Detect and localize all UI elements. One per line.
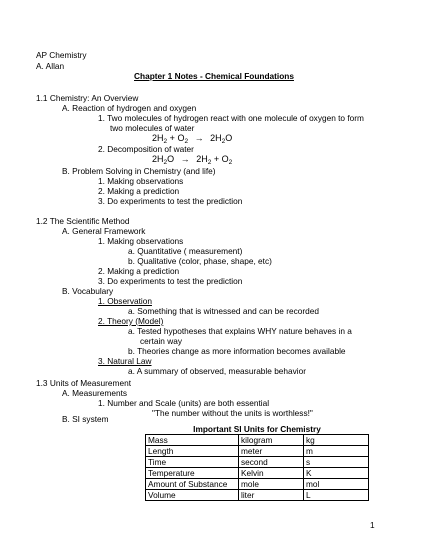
table-row [146, 468, 369, 479]
quantity-cell: Amount of Substance [146, 479, 239, 490]
outline-item: a. A summary of observed, measurable behavior [128, 366, 307, 376]
chemical-equation-decomposition: $2H_2O \to 2H_2 + O_2$ [152, 154, 233, 166]
unit-name-cell: second [239, 457, 304, 468]
si-units-table [145, 424, 369, 501]
outline-item: 1. Two molecules of hydrogen react with one molecule of oxygen to form [98, 113, 364, 123]
vocabulary-term: 1. Observation [98, 296, 152, 306]
outline-item: a. Quantitative ( measurement) [128, 246, 243, 256]
table-row [146, 479, 369, 490]
outline-item: 2. Decomposition of water [98, 144, 194, 154]
unit-name-cell: kilogram [239, 435, 304, 446]
course-name: AP Chemistry [36, 50, 87, 60]
outline-item: B. SI system [62, 414, 109, 424]
author-name: A. Allan [36, 61, 65, 71]
quantity-cell: Volume [146, 490, 239, 501]
outline-item: 2. Making a prediction [98, 266, 180, 276]
vocabulary-term: 2. Theory (Model) [98, 316, 164, 326]
unit-symbol-cell: s [304, 457, 369, 468]
page-title: Chapter 1 Notes - Chemical Foundations [134, 71, 294, 81]
section-heading-1-1: 1.1 Chemistry: An Overview [36, 93, 139, 103]
outline-item: B. Vocabulary [62, 286, 114, 296]
table-row [146, 435, 369, 446]
chemical-equation-formation: $2H_2 + O_2 \to 2H_2O$ [152, 133, 233, 145]
unit-symbol-cell: kg [304, 435, 369, 446]
outline-item-continuation: certain way [140, 336, 182, 346]
outline-item: A. Reaction of hydrogen and oxygen [62, 103, 197, 113]
outline-item: 2. Making a prediction [98, 186, 180, 196]
quantity-cell: Time [146, 457, 239, 468]
table-row [146, 490, 369, 501]
unit-symbol-cell: K [304, 468, 369, 479]
outline-item: b. Qualitative (color, phase, shape, etc) [128, 256, 272, 266]
arrow-icon: → [180, 154, 190, 164]
vocabulary-term: 3. Natural Law [98, 356, 152, 366]
outline-item-continuation: two molecules of water [110, 123, 195, 133]
outline-item: 1. Making observations [98, 176, 184, 186]
outline-item: A. Measurements [62, 388, 128, 398]
unit-symbol-cell: m [304, 446, 369, 457]
table-row [146, 457, 369, 468]
outline-item: 1. Number and Scale (units) are both essential [98, 398, 270, 408]
unit-symbol-cell: L [304, 490, 369, 501]
quote-text: "The number without the units is worthless!" [152, 408, 313, 418]
section-heading-1-2: 1.2 The Scientific Method [36, 216, 130, 226]
outline-item: 1. Making observations [98, 236, 184, 246]
table-row [146, 446, 369, 457]
unit-name-cell: Kelvin [239, 468, 304, 479]
quantity-cell: Temperature [146, 468, 239, 479]
arrow-icon: → [194, 133, 204, 143]
table-caption: Important SI Units for Chemistry [193, 424, 321, 434]
page-number: 1 [370, 520, 375, 530]
outline-item: 3. Do experiments to test the prediction [98, 196, 243, 206]
outline-item: b. Theories change as more information becomes available [128, 346, 346, 356]
outline-item: a. Something that is witnessed and can be recorded [128, 306, 319, 316]
outline-item: B. Problem Solving in Chemistry (and life) [62, 166, 216, 176]
outline-item: A. General Framework [62, 226, 146, 236]
unit-symbol-cell: mol [304, 479, 369, 490]
outline-item: a. Tested hypotheses that explains WHY nature behaves in a [128, 326, 352, 336]
section-heading-1-3: 1.3 Units of Measurement [36, 378, 131, 388]
unit-name-cell: meter [239, 446, 304, 457]
unit-name-cell: mole [239, 479, 304, 490]
quantity-cell: Mass [146, 435, 239, 446]
quantity-cell: Length [146, 446, 239, 457]
unit-name-cell: liter [239, 490, 304, 501]
outline-item: 3. Do experiments to test the prediction [98, 276, 243, 286]
